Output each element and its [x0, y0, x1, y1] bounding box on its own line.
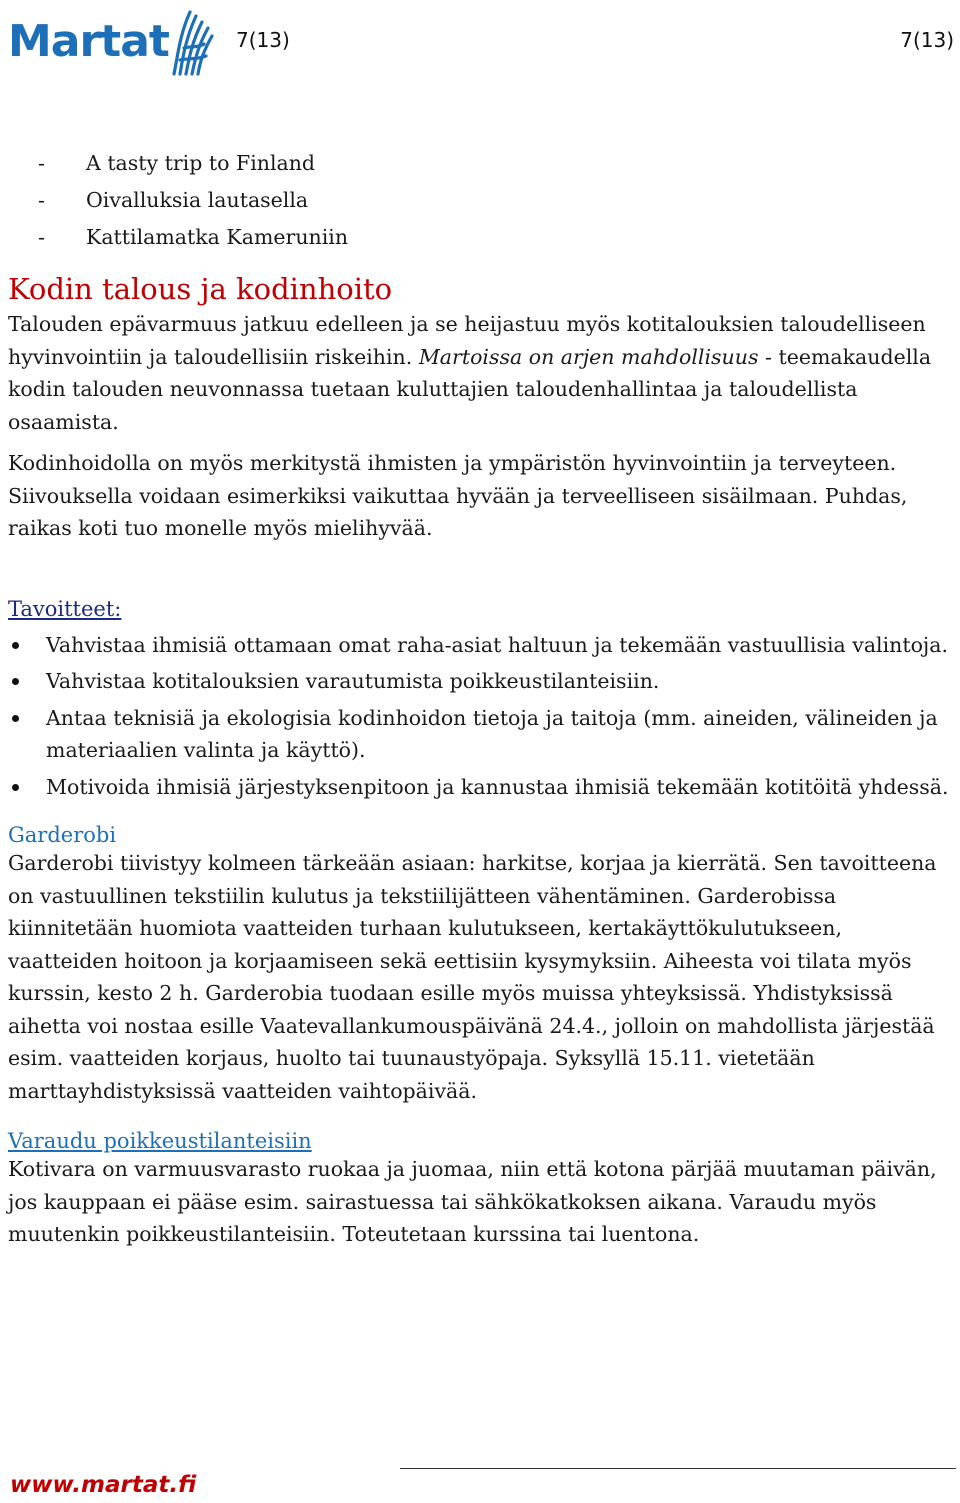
footer-url[interactable]: www.martat.fi: [10, 1472, 197, 1498]
paragraph-text: Talouden epävarmuus jatkuu edelleen ja se heijastuu myös kotitalouksien taloudelliseen hyvinvointiin ja taloudellisiin riskeihin.: [8, 312, 926, 369]
section-paragraph-2: Kodinhoidolla on myös merkitystä ihmisten ja ympäristön hyvinvointiin ja terveyteen. Siivouksella voidaan esimerkiksi vaikuttaa hyvään ja terveelliseen sisäilmaan. Puhdas, raikas koti tuo monelle myös mielihyvää.: [8, 451, 908, 540]
garderobi-text: Garderobi tiivistyy kolmeen tärkeään asiaan: harkitse, korjaa ja kierrätä. Sen tavoitteena on vastuullinen tekstiilin kulutus ja tekstiilijätteen vähentäminen. Garderobissa kiinnitetään huomiota vaatteiden turhaan kulutukseen, kertakäyttökulutukseen, vaatteiden hoitoon ja korjaamiseen sekä eettisiin kysymyksiin. Aiheesta voi tilata myös kurssin, kesto 2 h. Garderobia tuodaan esille myös muissa yhteyksissä. Yhdistyksissä aihetta voi nostaa esille Vaatevallankumouspäivänä 24.4., jolloin on mahdollista järjestää esim. vaatteiden korjaus, huolto tai tuunaustyöpaja. Syksyllä 15.11. vietetään marttayhdistyksissä vaatteiden vaihtopäivää.: [8, 851, 937, 1103]
page-number-left: 7(13): [236, 28, 290, 52]
wheat-icon: [168, 8, 216, 80]
list-item: - Kattilamatka Kameruniin: [38, 219, 953, 256]
varaudu-text: Kotivara on varmuusvarasto ruokaa ja juomaa, niin että kotona pärjää muutaman päivän, jos kauppaan ei pääse esim. sairastuessa tai sähkökatkoksen aikana. Varaudu myös muutenkin poikkeustilanteisiin. Toteutetaan kurssina tai luentona.: [8, 1157, 937, 1246]
program-list: [38, 145, 953, 256]
goals-title: Tavoitteet:: [8, 596, 122, 621]
list-item: Antaa teknisiä ja ekologisia kodinhoidon tietoja ja taitoja (mm. aineiden, välineiden ja materiaalien valinta ja käyttö).: [8, 702, 953, 767]
theme-text: Martoissa on arjen mahdollisuus -: [418, 344, 772, 369]
document-body: [8, 145, 953, 1251]
section-paragraph-1: [8, 308, 953, 438]
goals-list: [8, 629, 953, 804]
list-item: - Oivalluksia lautasella: [38, 182, 953, 219]
list-item: Motivoida ihmisiä järjestyksenpitoon ja kannustaa ihmisiä tekemään kotitöitä yhdessä.: [8, 771, 953, 804]
garderobi-title: Garderobi: [8, 823, 117, 847]
logo-text: Martat: [8, 16, 169, 67]
list-item: - A tasty trip to Finland: [38, 145, 953, 182]
martat-logo[interactable]: [8, 8, 208, 78]
list-item: Vahvistaa ihmisiä ottamaan omat raha-asiat haltuun ja tekemään vastuullisia valintoja.: [8, 629, 953, 662]
list-item: Vahvistaa kotitalouksien varautumista poikkeustilanteisiin.: [8, 665, 953, 698]
footer-divider: [400, 1468, 956, 1469]
paragraph-text: teemakaudella kodin talouden neuvonnassa tuetaan kuluttajien taloudenhallintaa ja taloudellista osaamista.: [8, 344, 932, 434]
page-header: [0, 0, 960, 90]
varaudu-title[interactable]: Varaudu poikkeustilanteisiin: [8, 1129, 312, 1153]
section-title: Kodin talous ja kodinhoito: [8, 272, 393, 306]
page-number-right: 7(13): [900, 28, 954, 52]
